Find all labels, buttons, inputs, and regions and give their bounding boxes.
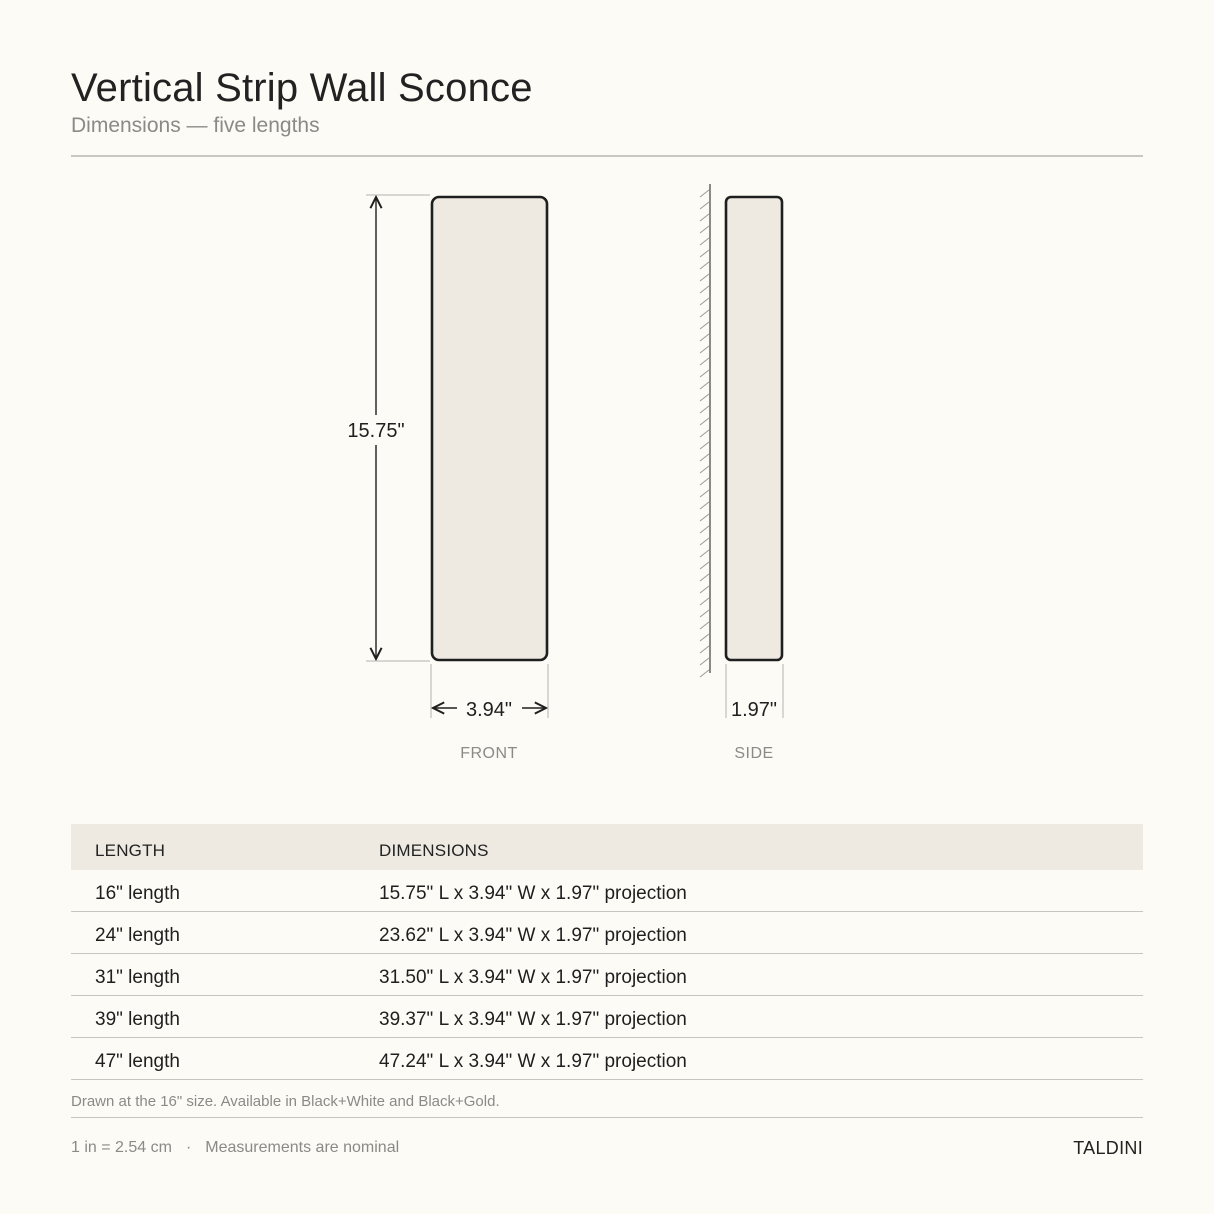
wall-hatch-mark	[700, 526, 709, 533]
wall-hatch-mark	[700, 346, 709, 353]
table-header	[71, 824, 1143, 870]
row-length: 47" length	[95, 1051, 180, 1072]
wall-hatch-mark	[700, 322, 709, 329]
side-view	[700, 184, 783, 762]
footer-info	[71, 1139, 399, 1157]
wall-hatch-mark	[700, 550, 709, 557]
wall-hatch-mark	[700, 646, 709, 653]
wall-hatch-mark	[700, 586, 709, 593]
row-length: 39" length	[95, 1009, 180, 1030]
wall-hatch-mark	[700, 274, 709, 281]
wall-hatch-mark	[700, 562, 709, 569]
row-dimensions: 23.62" L x 3.94" W x 1.97" projection	[379, 925, 687, 946]
wall-hatch-mark	[700, 490, 709, 497]
wall-hatch-mark	[700, 670, 709, 677]
wall-hatch-mark	[700, 394, 709, 401]
wall-hatch-mark	[700, 214, 709, 221]
side-fixture-body	[726, 197, 782, 660]
row-dimensions: 47.24" L x 3.94" W x 1.97" projection	[379, 1051, 687, 1072]
wall-hatch-mark	[700, 262, 709, 269]
wall-hatch-mark	[700, 430, 709, 437]
wall-hatch-mark	[700, 478, 709, 485]
wall-hatch-mark	[700, 622, 709, 629]
front-view	[347, 195, 548, 762]
table-row	[71, 912, 1143, 954]
table-row	[71, 870, 1143, 912]
nominal-note: Measurements are nominal	[205, 1139, 400, 1156]
front-fixture-body	[432, 197, 547, 660]
width-dimension-label: 3.94"	[465, 699, 513, 721]
column-header-length: LENGTH	[95, 841, 166, 860]
table-row	[71, 1038, 1143, 1080]
wall-hatch-mark	[700, 226, 709, 233]
wall-hatch-mark	[700, 418, 709, 425]
dimensions-table	[71, 824, 1143, 1080]
unit-conversion: 1 in = 2.54 cm	[71, 1139, 172, 1156]
wall-hatch-mark	[700, 370, 709, 377]
wall-hatch-mark	[700, 538, 709, 545]
footer-divider	[71, 1117, 1143, 1118]
row-dimensions: 31.50" L x 3.94" W x 1.97" projection	[379, 967, 687, 988]
row-dimensions: 39.37" L x 3.94" W x 1.97" projection	[379, 1009, 687, 1030]
front-view-label: FRONT	[460, 745, 518, 762]
wall-hatch-mark	[700, 238, 709, 245]
wall-hatch-mark	[700, 574, 709, 581]
page-subtitle: Dimensions — five lengths	[71, 114, 320, 137]
wall-hatch-mark	[700, 610, 709, 617]
wall-hatch-mark	[700, 514, 709, 521]
wall-hatch-mark	[700, 190, 709, 197]
row-length: 16" length	[95, 883, 180, 904]
table-row	[71, 954, 1143, 996]
footer-separator: ·	[185, 1139, 192, 1156]
wall-hatch-mark	[700, 202, 709, 209]
wall-hatch-mark	[700, 502, 709, 509]
height-dimension-label: 15.75"	[347, 420, 405, 442]
wall-hatch-mark	[700, 334, 709, 341]
wall-hatch-mark	[700, 598, 709, 605]
side-view-label: SIDE	[734, 745, 774, 762]
brand-logo: TALDINI	[1073, 1138, 1143, 1158]
depth-dimension-label: 1.97"	[730, 699, 778, 721]
wall-hatch-mark	[700, 298, 709, 305]
wall-hatch-mark	[700, 634, 709, 641]
wall-hatch-mark	[700, 358, 709, 365]
page-title: Vertical Strip Wall Sconce	[71, 66, 533, 110]
wall-hatch	[700, 190, 709, 677]
wall-hatch-mark	[700, 466, 709, 473]
wall-hatch-mark	[700, 442, 709, 449]
wall-hatch-mark	[700, 382, 709, 389]
availability-note: Drawn at the 16" size. Available in Black+White and Black+Gold.	[71, 1093, 500, 1110]
row-length: 24" length	[95, 925, 180, 946]
wall-hatch-mark	[700, 286, 709, 293]
table-row	[71, 996, 1143, 1038]
row-dimensions: 15.75" L x 3.94" W x 1.97" projection	[379, 883, 687, 904]
wall-hatch-mark	[700, 658, 709, 665]
row-length: 31" length	[95, 967, 180, 988]
wall-hatch-mark	[700, 310, 709, 317]
column-header-dimensions: DIMENSIONS	[379, 841, 489, 860]
wall-hatch-mark	[700, 406, 709, 413]
wall-hatch-mark	[700, 454, 709, 461]
wall-hatch-mark	[700, 250, 709, 257]
